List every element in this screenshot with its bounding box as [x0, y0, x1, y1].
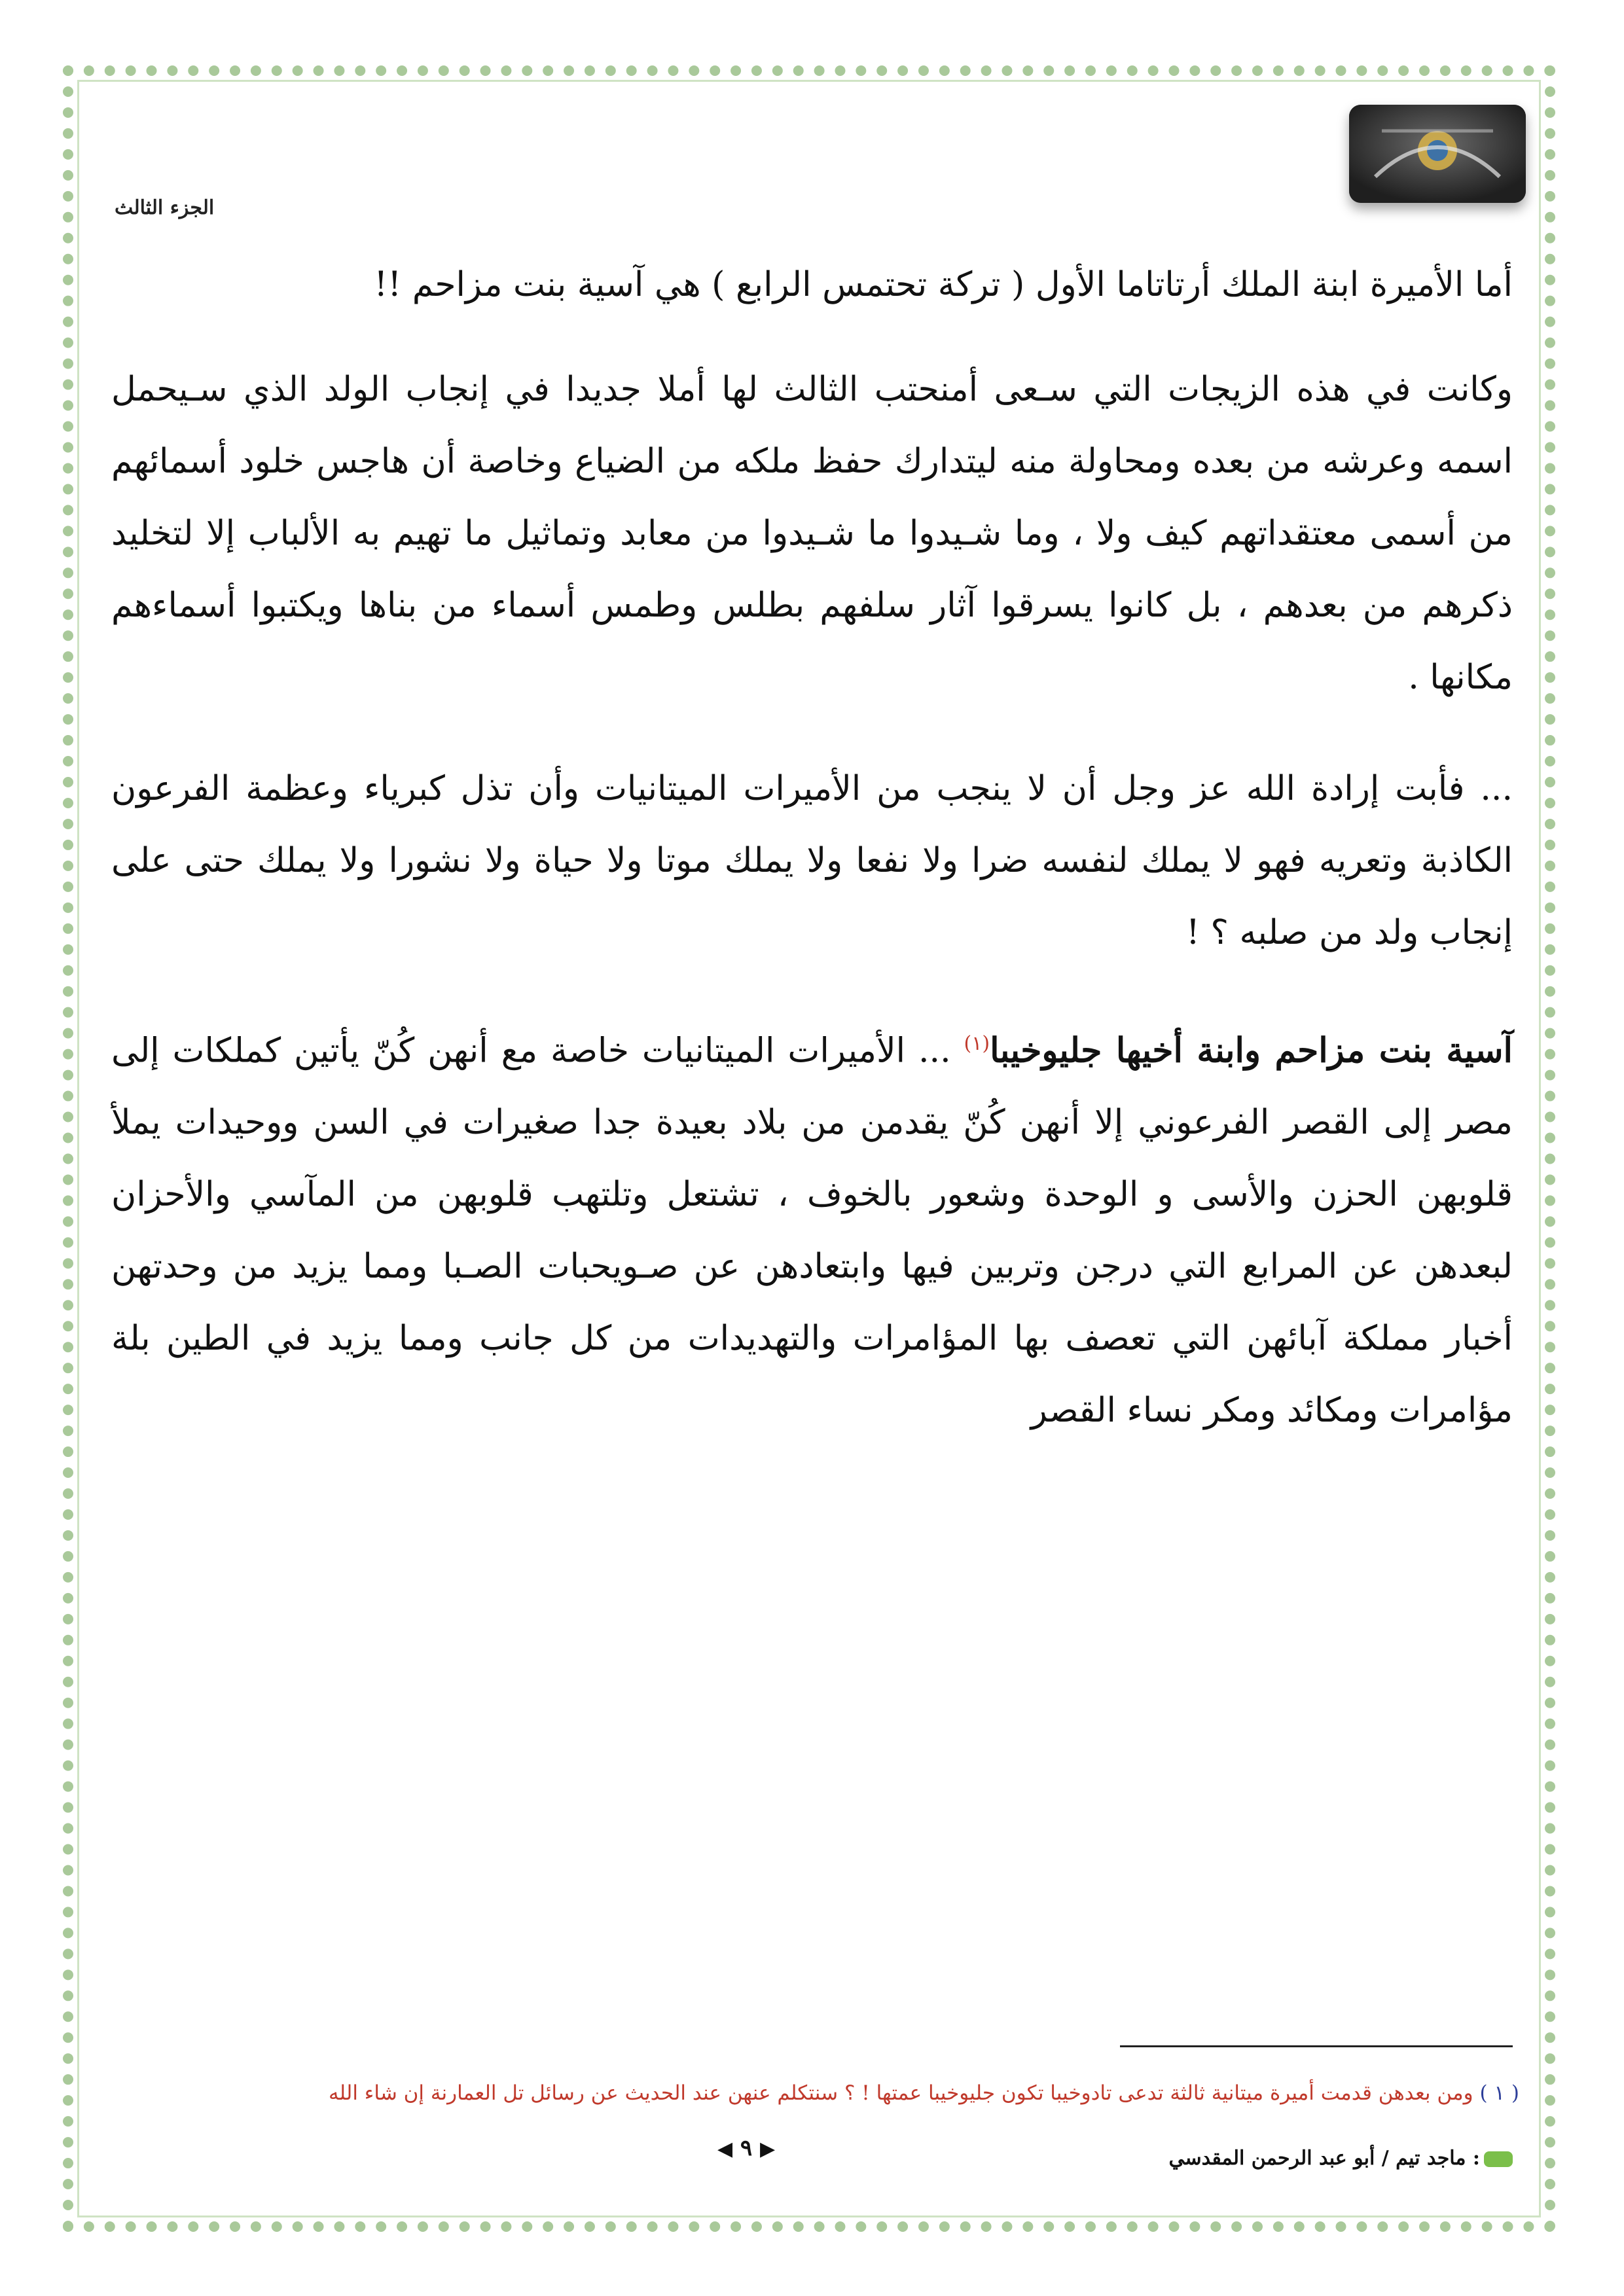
paragraph-1: أما الأميرة ابنة الملك أرتاتاما الأول ( تركة تحتمس الرابع ) هي آسية بنت مزاحم !! [374, 265, 1513, 304]
footnote-reference[interactable]: (١) [964, 1032, 990, 1055]
paragraph-2: وكانت في هذه الزيجات التي سـعى أمنحتب الثالث لها أملا جديدا في إنجاب الولد الذي سـيحمل اسمه وعرشه من بعده ومحاولة منه ليتدارك حفظ ملكه من الضياع وخاصة أن هاجس خلود أسمائهم من أسمى معتقداتهم كيف ولا ، وما شـيدوا ما شـيدوا من معابد وتماثيل ما تهيم به الألباب إلا لتخليد ذكرهم من بعدهم ، بل كانوا يسرقوا آثار سلفهم بطلس وطمس أسماء من بناها ويكتبوا أسماءهم مكانها . [111, 370, 1513, 697]
footnote-number: ( ١ ) [1479, 2081, 1519, 2105]
page-navigator [681, 2135, 812, 2161]
triangle-left-icon[interactable]: ◀ [717, 2138, 733, 2161]
triangle-right-icon[interactable]: ▶ [759, 2138, 776, 2161]
paragraph-4 [111, 1008, 1513, 1446]
logo-badge-icon [1349, 105, 1526, 203]
footnote-divider [1120, 2045, 1513, 2047]
footnote-text: ومن بعدهن قدمت أميرة ميتانية ثالثة تدعى تادوخيبا تكون جليوخيبا عمتها ! ؟ سنتكلم عنهن عند الحديث عن رسائل تل العمارنة إن شاء الله [329, 2081, 1473, 2105]
pen-icon [1484, 2151, 1513, 2167]
footnote [105, 2081, 1519, 2105]
main-text [111, 249, 1513, 1486]
page-number: ٩ [740, 2135, 753, 2161]
author-credit [1168, 2147, 1513, 2170]
paragraph-3: ... فأبت إرادة الله عز وجل أن لا ينجب من الأميرات الميتانيات وأن تذل كبرياء وعظمة الفرعون الكاذبة وتعريه فهو لا يملك لنفسه ضرا ولا نفعا ولا يملك موتا ولا حياة ولا نشورا ولا يملك حتى على إنجاب ولد من صلبه ؟ ! [111, 769, 1513, 952]
paragraph-4-lead: آسية بنت مزاحم وابنة أخيها جليوخيبا [990, 1030, 1513, 1071]
author-name: : ماجد تيم / أبو عبد الرحمن المقدسي [1168, 2147, 1480, 2170]
paragraph-4-body: ... الأميرات الميتانيات خاصة مع أنهن كُنّ يأتين كملكات إلى مصر إلى القصر الفرعوني إلا أنهن كُنّ يقدمن من بلاد بعيدة جدا صغيرات في السن ووحيدات يملأ قلوبهن الحزن والأسى و الوحدة وشعور بالخوف ، تشتعل وتلتهب قلوبهن من المآسي والأحزان لبعدهن عن المرابع التي درجن وتربين فيها وابتعادهن عن صـويحبات الصـبا ومما يزيد من وحدتهن أخبار مملكة آبائهن التي تعصف بها المؤامرات والتهديدات من كل جانب ومما يزيد في الطين بلة مؤامرات ومكائد ومكر نساء القصر [111, 1031, 1513, 1431]
part-label: الجزء الثالث [115, 196, 215, 219]
